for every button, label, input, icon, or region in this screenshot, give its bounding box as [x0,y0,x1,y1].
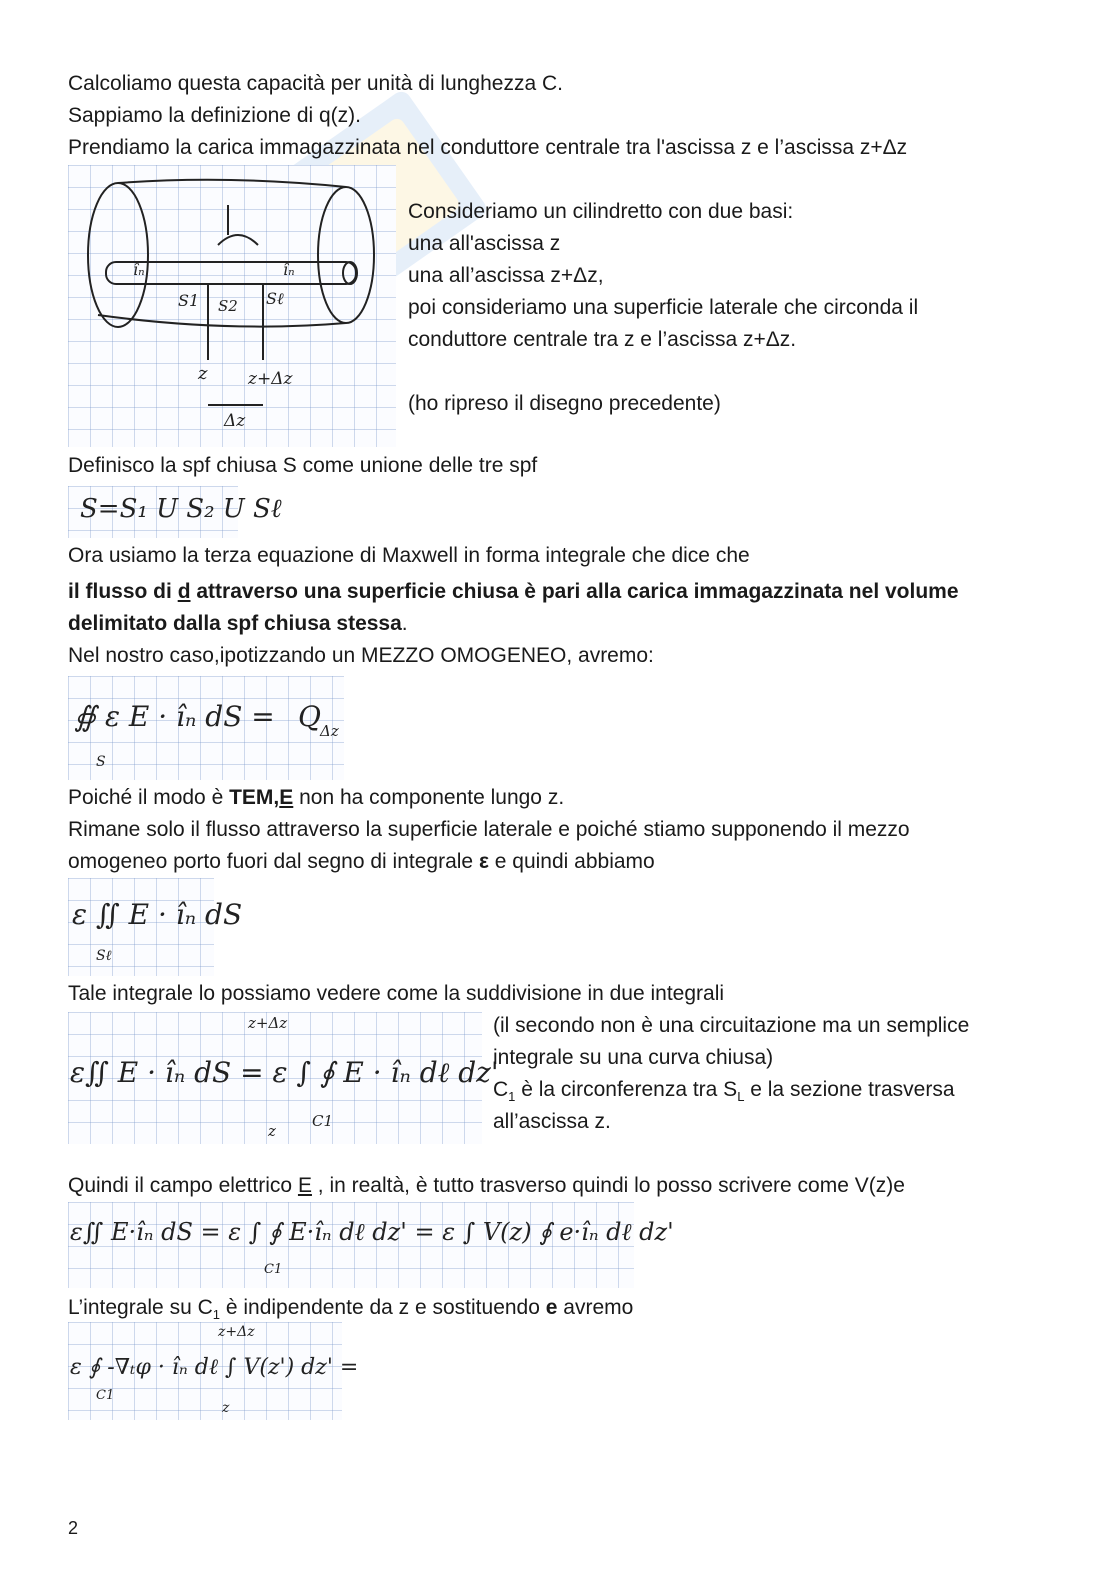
text-line-7b: non ha componente lungo z. [293,786,565,809]
equation-3 [68,1012,499,1144]
right-text-3c: e la sezione trasversa [744,1078,955,1101]
bold-line-1 [68,576,959,608]
right-text-3b: è la circonferenza tra S [515,1078,738,1101]
right-text-3-sub1: 1 [508,1089,516,1105]
text-line-6: Nel nostro caso,ipotizzando un MEZZO OMOGENEO, avremo: [68,644,654,667]
eq5-top: z+Δz [218,1324,255,1340]
cylinder-figure [68,165,396,447]
eq1-left: ∯ ε E · îₙ dS = [74,700,275,733]
fig-label-s2: S2 [218,297,238,315]
text-line-9 [68,846,655,878]
text-line-10: Tale integrale lo possiamo vedere come la suddivisione in due integrali [68,982,725,1005]
side-text-5: conduttore centrale tra z e l’ascissa z+Δz. [408,328,797,351]
eq1-right: Q [298,700,321,733]
page-number: 2 [68,1518,79,1538]
fig-label-z: z [198,363,208,384]
text-line-12b: è indipendente da z e sostituendo [220,1296,546,1319]
right-text-4: all’ascissa z. [493,1110,611,1133]
side-text-1: Consideriamo un cilindretto con due basi: [408,200,794,223]
side-text-4: poi consideriamo una superficie laterale che circonda il [408,296,919,319]
tem-comma: , [273,786,280,809]
equation-1 [68,676,344,780]
equation-5 [68,1322,359,1420]
vector-e: E [279,786,294,809]
bold-text-a: il flusso di [68,580,178,603]
eq2-text: ε ∬ E · îₙ dS [72,898,243,931]
eq3-text: ε∬ E · îₙ dS = ε ∫ ∮ E · îₙ dℓ dz' [70,1056,499,1089]
vector-e-2: E [297,1174,312,1197]
eq5-text: ε ∮ -∇ₜφ · îₙ dℓ ∫ V(z') dz' = [70,1355,359,1380]
eq4-text: ε∬ E·îₙ dS = ε ∫ ∮ E·îₙ dℓ dz' = ε ∫ V(z) ∮ e·îₙ dℓ dz' [70,1218,674,1246]
eq4-curve: C1 [264,1262,283,1277]
epsilon-bold: ε [478,850,489,873]
e-bold: e [545,1296,558,1319]
text-line-5: Ora usiamo la terza equazione di Maxwell in forma integrale che dice che [68,544,750,567]
eq3-top: z+Δz [248,1014,288,1032]
equation-4 [68,1202,674,1288]
text-line-11a: Quindi il campo elettrico [68,1174,298,1197]
bold-line-2 [68,608,408,640]
side-text-2: una all'ascissa z [408,232,561,255]
fig-label-in-right: îₙ [283,260,295,279]
equation-s-union [68,486,282,538]
eq3-curve: C1 [312,1112,334,1130]
text-line-3: Prendiamo la carica immagazzinata nel conduttore centrale tra l'ascissa z e l’ascissa z+Δz [68,136,908,159]
text-line-11b: , in realtà, è tutto trasverso quindi lo posso scrivere come V(z)e [311,1174,905,1197]
fig-label-s1: S1 [178,291,200,310]
side-text-3: una all’ascissa z+Δz, [408,264,604,287]
fig-label-sl: Sℓ [266,289,284,308]
text-line-9b: e quindi abbiamo [488,850,655,873]
equation-2 [68,878,243,976]
bold-line-2-dot: . [401,612,408,635]
eq1-sub: Δz [320,722,339,740]
eq5-curve: C1 [96,1388,115,1403]
bold-text-c: delimitato dalla spf chiusa stessa [68,612,402,635]
eq3-bottom: z [268,1122,276,1140]
eq5-bottom: z [222,1400,230,1416]
right-text-3-sub2: L [737,1089,745,1105]
eq1-domain: S [96,754,106,770]
right-text-2: integrale su una curva chiusa) [493,1046,774,1069]
text-line-7 [68,782,564,814]
text-line-9a: omogeneo porto fuori dal segno di integrale [68,850,479,873]
text-line-12c: avremo [557,1296,634,1319]
text-line-12a: L’integrale su C [68,1296,213,1319]
bold-vector-d: d [177,580,191,603]
eq2-domain: Sℓ [96,948,112,964]
eq-s-union-text: S=S₁ U S₂ U Sℓ [80,494,282,524]
right-text-3a: C [493,1078,509,1101]
text-line-7a: Poiché il modo è [68,786,230,809]
right-text-1: (il secondo non è una circuitazione ma un semplice [493,1014,970,1037]
text-line-1: Calcoliamo questa capacità per unità di lunghezza C. [68,72,563,95]
tem-bold: TEM [229,786,274,809]
text-line-12-sub: 1 [212,1307,220,1323]
text-line-11 [68,1170,905,1202]
text-line-4: Definisco la spf chiusa S come unione delle tre spf [68,454,538,477]
text-line-2: Sappiamo la definizione di q(z). [68,104,361,127]
fig-label-in-left: îₙ [133,260,145,279]
bold-text-b: attraverso una superficie chiusa è pari alla carica immagazzinata nel volume [190,580,959,603]
fig-label-dz: Δz [224,411,246,431]
fig-label-zdz: z+Δz [248,369,293,389]
side-text-6: (ho ripreso il disegno precedente) [408,392,721,415]
text-line-8: Rimane solo il flusso attraverso la superficie laterale e poiché stiamo supponendo il mezzo [68,818,910,841]
